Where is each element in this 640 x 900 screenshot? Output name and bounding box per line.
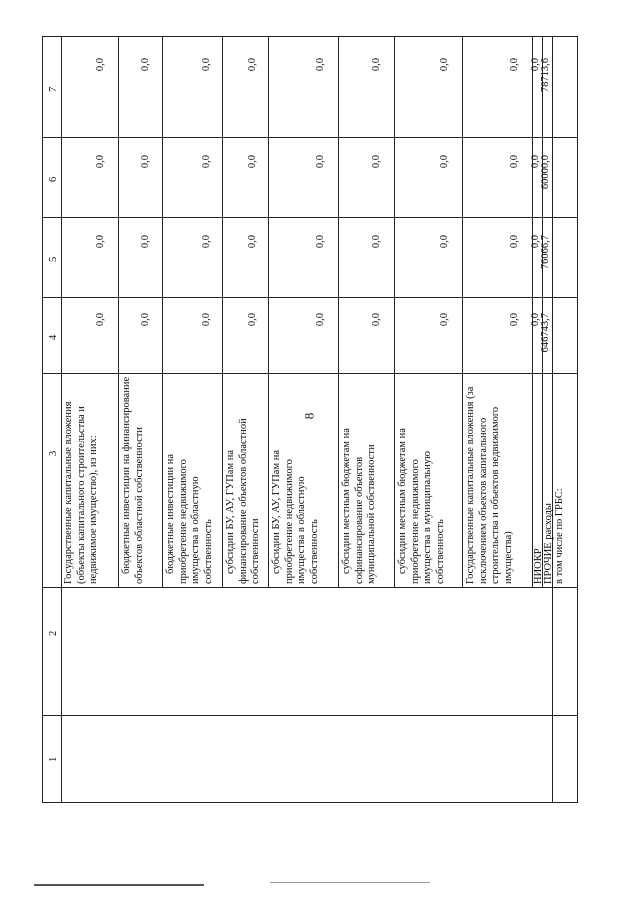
cell-col5: 76066,7	[540, 235, 551, 270]
cell-col6: 0,0	[371, 155, 382, 169]
cell-col7: 0,0	[201, 58, 212, 72]
cell-col7: 0,0	[530, 58, 541, 72]
cell-col5: 0,0	[439, 235, 450, 249]
row-label: субсидии БУ, АУ, ГУПам на приобретение недвижимого имущества в областную собственность	[271, 449, 320, 584]
cell-col7: 0,0	[315, 58, 326, 72]
cell-col4: 0,0	[315, 313, 326, 327]
cell-col6: 0,0	[509, 155, 520, 169]
row-label: НИОКР	[533, 548, 544, 584]
row-boundary	[268, 36, 269, 587]
cell-col7: 0,0	[439, 58, 450, 72]
cell-col6: 0,0	[247, 155, 258, 169]
cell-col4: 0,0	[201, 313, 212, 327]
table-right-border	[577, 36, 578, 802]
column-header-6: 6	[48, 176, 59, 182]
cell-col5: 0,0	[95, 235, 106, 249]
row-label: субсидии местным бюджетам на софинансирование объектов муниципальной собственности	[341, 428, 377, 584]
cell-col7: 0,0	[140, 58, 151, 72]
row-boundary	[338, 36, 339, 587]
scan-edge-mark	[34, 884, 204, 886]
col-boundary-2-3	[42, 587, 578, 588]
row-label: субсидии БУ, АУ, ГУПам на финансирование объектов областной собственности	[225, 418, 261, 584]
row-boundary	[552, 587, 553, 802]
cell-col6: 0,0	[95, 155, 106, 169]
cell-col6: 0,0	[315, 155, 326, 169]
col-boundary-1-2	[42, 715, 578, 716]
cell-col6: 60000,0	[540, 155, 551, 190]
cell-col7: 0,0	[371, 58, 382, 72]
scan-edge-mark	[270, 882, 430, 883]
row-label: в том числе по ГРБС:	[554, 488, 565, 584]
cell-col7: 0,0	[509, 58, 520, 72]
row-label: субсидии местным бюджетам на приобретение недвижимого имущества в муниципальную собственность	[397, 428, 446, 584]
column-header-7: 7	[48, 86, 59, 92]
row-label: Государственные капитальные вложения (объекты капитального строительства и недвижимое имущество), из них:	[63, 401, 99, 584]
cell-col5: 0,0	[530, 235, 541, 249]
cell-col6: 0,0	[439, 155, 450, 169]
header-row-boundary	[61, 36, 62, 802]
cell-col4: 0,0	[371, 313, 382, 327]
cell-col5: 0,0	[140, 235, 151, 249]
cell-col5: 0,0	[247, 235, 258, 249]
cell-col4: 0,0	[95, 313, 106, 327]
column-header-3: 3	[48, 450, 59, 456]
column-header-1: 1	[48, 756, 59, 762]
cell-col4: 0,0	[247, 313, 258, 327]
cell-col4: 646743,7	[540, 313, 551, 353]
cell-col5: 0,0	[371, 235, 382, 249]
cell-col5: 0,0	[509, 235, 520, 249]
row-boundary	[394, 36, 395, 587]
col-boundary-6-7	[42, 137, 578, 138]
row-label: бюджетные инвестиции на финансирование объектов областной собственности	[121, 376, 145, 584]
column-header-2: 2	[48, 630, 59, 636]
cell-col7: 0,0	[95, 58, 106, 72]
cell-col4: 0,0	[530, 313, 541, 327]
cell-col7: 78713,6	[540, 58, 551, 93]
cell-col6: 0,0	[140, 155, 151, 169]
row-boundary	[462, 36, 463, 587]
row-boundary	[118, 36, 119, 587]
cell-col6: 0,0	[530, 155, 541, 169]
column-header-4: 4	[48, 334, 59, 340]
column-header-5: 5	[48, 256, 59, 262]
cell-col4: 0,0	[140, 313, 151, 327]
cell-col6: 0,0	[201, 155, 212, 169]
page-number: 8	[301, 412, 317, 420]
cell-col7: 0,0	[247, 58, 258, 72]
cell-col4: 0,0	[509, 313, 520, 327]
table-top-border	[42, 36, 578, 37]
col-boundary-4-5	[42, 297, 578, 298]
row-label: Государственные капитальные вложения (за исключением объектов капитального строительства и объектов недвижимого имущества)	[465, 386, 514, 584]
table-left-border	[42, 36, 43, 802]
row-label: ПРОЧИЕ расходы	[543, 503, 554, 584]
row-boundary	[162, 36, 163, 587]
col-boundary-5-6	[42, 217, 578, 218]
cell-col5: 0,0	[315, 235, 326, 249]
table-bottom-border	[42, 802, 578, 803]
cell-col5: 0,0	[201, 235, 212, 249]
row-label: бюджетные инвестиции на приобретение недвижимого имущества в областную собственность	[165, 453, 214, 584]
row-boundary	[222, 36, 223, 587]
cell-col4: 0,0	[439, 313, 450, 327]
